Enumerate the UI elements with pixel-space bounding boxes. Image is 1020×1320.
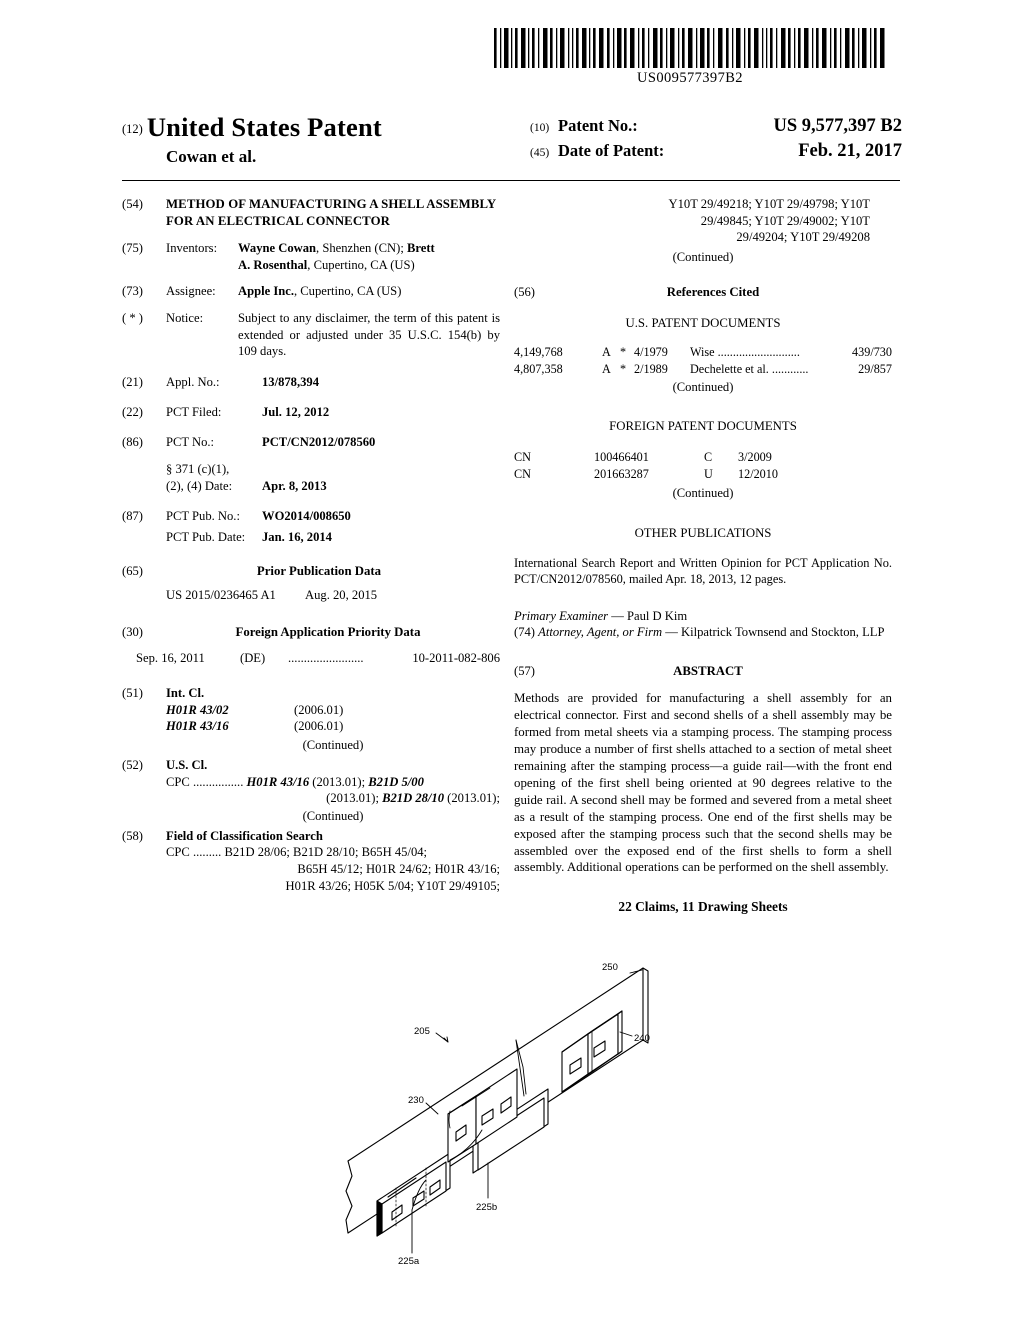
assignee-value: [238, 283, 500, 300]
header-divider: [122, 180, 900, 181]
field-22-pctfiled: [122, 404, 500, 421]
ref-patent-number: 4,807,358: [514, 362, 563, 377]
sec371-line1: § 371 (c)(1),: [166, 462, 230, 477]
foreign-priority-dots: ........................: [288, 651, 364, 666]
field-notice: [122, 310, 500, 360]
title-line: [122, 112, 522, 143]
uscl-code-3: B21D 28/10: [382, 791, 445, 806]
table-row: [514, 466, 892, 483]
ref-name: Dechelette et al. ............: [690, 362, 809, 377]
priorpub-date: Aug. 20, 2015: [305, 588, 378, 603]
field-65-code: (65): [122, 564, 143, 579]
field-65-priorpub: [122, 563, 500, 580]
patent-title-band: [122, 112, 900, 174]
intcl-row: [166, 702, 500, 719]
other-publications-text: International Search Report and Written Opinion for PCT Application No. PCT/CN2012/078560, mailed Apr. 18, 2013, 12 pages.: [514, 556, 892, 587]
other-publications-heading: OTHER PUBLICATIONS: [634, 526, 772, 541]
field-73-assignee: [122, 283, 500, 300]
field-22-code: (22): [122, 404, 143, 419]
pctpubdate-label: PCT Pub. Date:: [166, 529, 246, 544]
label-205: 205: [414, 1026, 430, 1037]
ref-date: 4/1979: [634, 344, 668, 359]
primary-examiner-label: Primary Examiner: [514, 608, 609, 623]
field-52-code: (52): [122, 757, 143, 772]
barcode-number: US009577397B2: [637, 70, 743, 86]
intcl-year: (2006.01): [294, 719, 344, 734]
attorney-name: Kilpatrick Townsend and Stockton, LLP: [680, 625, 885, 640]
pctpubdate-value: Jan. 16, 2014: [262, 529, 332, 544]
ref-patent-number: 4,149,768: [514, 344, 563, 359]
inventor-2-loc: , Cupertino, CA (US): [307, 257, 415, 272]
label-225a: 225a: [398, 1256, 420, 1267]
field-58-code: (58): [122, 828, 143, 843]
fos-dots: .........: [192, 845, 222, 860]
field-52-uscl: [122, 757, 500, 807]
inventors-label: Inventors:: [166, 240, 218, 255]
continued-classification-2: 29/49845; Y10T 29/49002; Y10T: [700, 213, 870, 228]
field-30-foreign-priority: [122, 624, 500, 641]
field-75-code: (75): [122, 240, 143, 255]
label-240: 240: [634, 1033, 650, 1044]
inventor-2-name-part2: A. Rosenthal: [238, 257, 308, 272]
attorney-label: Attorney, Agent, or Firm: [538, 625, 663, 640]
page-title: United States Patent: [146, 112, 382, 142]
intcl-heading: Int. Cl.: [166, 685, 205, 700]
notice-label: Notice:: [166, 310, 204, 325]
us-docs-continued: (Continued): [672, 380, 734, 395]
fos-line-1: [166, 844, 500, 861]
intcl-code: H01R 43/16: [166, 719, 229, 734]
inventor-1-loc: , Shenzhen (CN);: [316, 240, 407, 255]
field-74-code: (74): [514, 625, 535, 640]
foreign-docs-continued: (Continued): [672, 485, 734, 500]
table-row: [514, 361, 892, 378]
sec371-labels: [166, 461, 262, 494]
patent-number-row: [530, 116, 902, 137]
foreign-priority-country: (DE): [240, 651, 266, 666]
attorney-row: [514, 624, 892, 641]
field-54-code: (54): [122, 197, 143, 211]
assignee-label: Assignee:: [166, 284, 216, 299]
uscl-continued: (Continued): [302, 808, 364, 823]
ref-classification: 29/857: [858, 362, 892, 377]
intcl-year: (2006.01): [294, 702, 344, 717]
foreign-doc-date: 3/2009: [738, 450, 772, 465]
title-right-group: [530, 116, 902, 166]
field-87-pctpub: [122, 508, 500, 525]
foreign-country: CN: [514, 467, 531, 482]
foreign-kind-code: U: [704, 467, 713, 482]
patent-number-code: (10): [530, 122, 550, 134]
field-51-code: (51): [122, 685, 143, 700]
label-230: 230: [408, 1095, 424, 1106]
fos-cpc-label: CPC: [166, 845, 190, 860]
notice-text: Subject to any disclaimer, the term of this patent is extended or adjusted under 35 U.S.C. 154(b) by 109 days.: [238, 310, 500, 359]
intcl-row: [166, 718, 500, 735]
field-86-pctno: [122, 434, 500, 451]
fos-classes-1: B21D 28/06; B21D 28/10; B65H 45/04;: [224, 845, 428, 860]
field-21-applno: [122, 374, 500, 391]
field-notice-code: ( * ): [122, 310, 143, 325]
foreign-country: CN: [514, 450, 531, 465]
foreign-kind-code: C: [704, 450, 713, 465]
pctno-value: PCT/CN2012/078560: [262, 434, 376, 449]
patent-number-value: US 9,577,397 B2: [773, 116, 902, 136]
foreign-patent-documents-heading: FOREIGN PATENT DOCUMENTS: [609, 419, 797, 434]
us-patent-documents-heading: U.S. PATENT DOCUMENTS: [625, 315, 781, 330]
field-87-code: (87): [122, 508, 143, 523]
kind-code: (12): [122, 122, 143, 136]
inventor-2-name-part1: Brett: [406, 240, 435, 255]
label-250: 250: [602, 962, 618, 973]
sheet-left-break-edge: [346, 1161, 352, 1233]
priorpub-number: US 2015/0236465 A1: [166, 588, 276, 603]
field-86-code: (86): [122, 434, 143, 449]
sec371-line2: (2), (4) Date:: [166, 479, 233, 494]
uscl-sep-1: (2013.01);: [309, 774, 369, 789]
field-371-date: [122, 461, 500, 494]
uscl-line-1: [166, 774, 500, 791]
barcode-image: [490, 28, 890, 68]
uscl-group: [166, 757, 500, 807]
foreign-priority-heading: Foreign Application Priority Data: [235, 625, 421, 640]
sec371-value: Apr. 8, 2013: [262, 479, 327, 494]
field-73-code: (73): [122, 284, 143, 299]
field-pctpubdate-spacer: [122, 529, 166, 546]
foreign-patent-documents-table: [514, 449, 892, 483]
label-225b: 225b: [476, 1202, 498, 1213]
field-56-code: (56): [514, 284, 535, 299]
field-21-code: (21): [122, 375, 143, 390]
right-column: [514, 196, 892, 916]
abstract-text: Methods are provided for manufacturing a shell assembly for an electrical connector. First and second shells of a shell assembly may be formed from metal sheets via a stamping process. The stamping process may produce a number of first shells attached to a section of metal sheet remaining after the stamping process—a guide rail—with the front end opening of the first shell being oriented at 90 degrees relative to the guide rail. A second shell may be formed and severed from a metal sheet as a result of the stamping process. One end of the first shells may be exposed after the stamping process such that the second shells may be assembled over the exposed end of the first shells to form a shell assembly. Additional operations can be performed on the shell assembly.: [514, 691, 892, 875]
pctpub-label: PCT Pub. No.:: [166, 508, 240, 523]
field-30-code: (30): [122, 625, 143, 640]
field-75-inventors: [122, 240, 500, 273]
field-371-spacer: [122, 461, 166, 494]
attorney-dash: —: [662, 625, 681, 640]
table-row: [514, 449, 892, 466]
sheet-right-end: [643, 968, 648, 1043]
assignee-loc: , Cupertino, CA (US): [293, 284, 402, 299]
primary-examiner-name: Paul D Kim: [626, 608, 688, 623]
shell-opening-left: [377, 1153, 450, 1236]
examiner-dash: —: [608, 608, 627, 623]
inventor-1-name: Wayne Cowan: [238, 240, 317, 255]
foreign-doc-date: 12/2010: [738, 467, 778, 482]
fos-line-3: H01R 43/26; H05K 5/04; Y10T 29/49105;: [285, 878, 500, 893]
continued-classification-1: Y10T 29/49218; Y10T 29/49798; Y10T: [668, 197, 870, 211]
uscl-line-2: [166, 790, 500, 807]
inventor-short-name: Cowan et al.: [166, 147, 257, 166]
references-cited-heading: References Cited: [666, 284, 760, 299]
figure-drawing: [330, 948, 690, 1278]
field-57-abstract: [514, 663, 892, 680]
uscl-heading: U.S. Cl.: [166, 757, 208, 772]
priorpub-value-row: [122, 587, 500, 604]
uscl-sep-3: (2013.01);: [444, 791, 500, 806]
field-pctpubdate: [122, 529, 500, 546]
ref-star: *: [620, 344, 627, 359]
applno-value: 13/878,394: [262, 375, 320, 390]
second-shell-detached: [562, 1011, 622, 1092]
title-left-group: [122, 112, 522, 167]
pctfiled-label: PCT Filed:: [166, 404, 222, 419]
ref-name: Wise ...........................: [690, 344, 800, 359]
intcl-code: H01R 43/02: [166, 702, 229, 717]
invention-title: METHOD OF MANUFACTURING A SHELL ASSEMBLY FOR AN ELECTRICAL CONNECTOR: [166, 197, 496, 228]
pctpub-value: WO2014/008650: [262, 508, 351, 523]
foreign-doc-number: 100466401: [594, 450, 649, 465]
patent-date-label: Date of Patent:: [558, 141, 665, 160]
intcl-continued: (Continued): [302, 738, 364, 753]
foreign-doc-number: 201663287: [594, 467, 649, 482]
priorpub-heading: Prior Publication Data: [256, 564, 382, 579]
patent-date-row: [530, 141, 902, 162]
table-row: [514, 344, 892, 361]
ref-kind-code: A: [602, 344, 611, 359]
fos-heading: Field of Classification Search: [166, 828, 323, 843]
patent-number-label: Patent No.:: [558, 116, 638, 135]
applno-label: Appl. No.:: [166, 375, 220, 390]
foreign-priority-row: [122, 650, 500, 667]
field-56-references: [514, 284, 892, 301]
abstract-heading: ABSTRACT: [673, 664, 743, 679]
primary-examiner-row: [514, 608, 892, 625]
us-patent-documents-table: [514, 344, 892, 378]
patent-date-value: Feb. 21, 2017: [798, 141, 902, 161]
assignee-name: Apple Inc.: [238, 284, 294, 299]
field-54-title: [122, 196, 500, 230]
field-57-code: (57): [514, 664, 535, 679]
pctfiled-value: Jul. 12, 2012: [262, 404, 330, 419]
ref-kind-code: A: [602, 362, 611, 377]
left-column: [122, 196, 500, 905]
classification-continued: (Continued): [672, 250, 734, 265]
inventors-value: [238, 240, 500, 273]
uscl-code-1: H01R 43/16: [246, 774, 310, 789]
patent-figure: [330, 948, 690, 1278]
ref-date: 2/1989: [634, 362, 668, 377]
uscl-cpc-label: CPC: [166, 774, 190, 789]
pctno-label: PCT No.:: [166, 434, 215, 449]
continued-classification-3: 29/49204; Y10T 29/49208: [736, 230, 870, 245]
barcode-block: [490, 28, 890, 87]
claims-and-sheets-line: 22 Claims, 11 Drawing Sheets: [618, 899, 788, 915]
uscl-sep-2: (2013.01);: [326, 791, 383, 806]
fos-line-2: B65H 45/12; H01R 24/62; H01R 43/16;: [297, 862, 500, 877]
fos-group: [166, 828, 500, 895]
uscl-code-2: B21D 5/00: [368, 774, 424, 789]
ref-star: *: [620, 362, 627, 377]
patent-date-code: (45): [530, 147, 550, 159]
ref-classification: 439/730: [852, 344, 892, 359]
field-58-field-of-search: [122, 828, 500, 895]
intcl-group: [166, 685, 500, 735]
foreign-priority-date: Sep. 16, 2011: [136, 651, 205, 666]
field-51-intcl: [122, 685, 500, 735]
foreign-priority-number: 10-2011-082-806: [412, 651, 500, 666]
uscl-dots: ................: [192, 774, 244, 789]
